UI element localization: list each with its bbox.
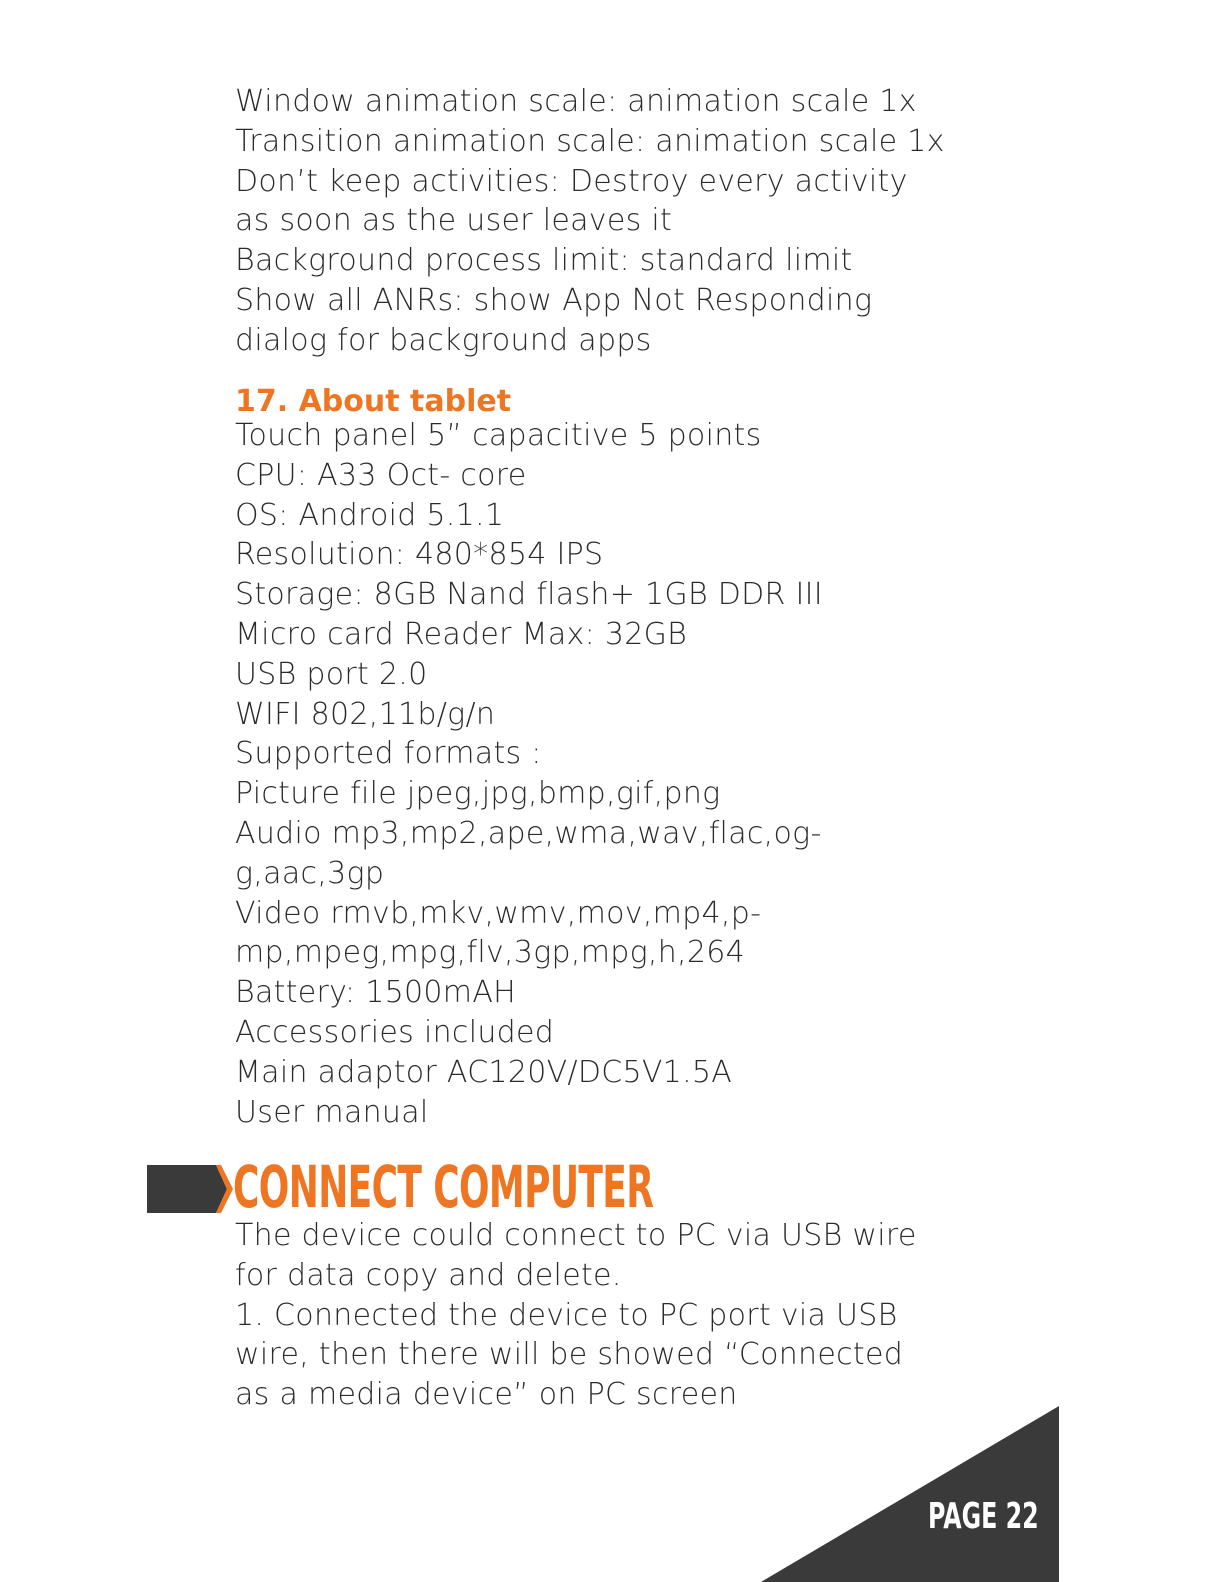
connect-computer-text <box>235 1216 995 1415</box>
text-line: as soon as the user leaves it <box>235 203 673 239</box>
about-tablet-specs <box>235 416 995 1132</box>
text-line: dialog for background apps <box>235 322 652 358</box>
text-line: Don’t keep activities: Destroy every activity <box>235 163 908 199</box>
spec-line: g,aac,3gp <box>235 855 385 891</box>
spec-line: mp,mpeg,mpg,flv,3gp,mpg,h,264 <box>235 935 746 971</box>
text-line: for data copy and delete. <box>235 1257 622 1293</box>
text-line: as a media device” on PC screen <box>235 1377 738 1413</box>
spec-line: Storage: 8GB Nand flash+ 1GB DDR III <box>235 577 823 613</box>
spec-line: Picture file jpeg,jpg,bmp,gif,png <box>235 776 721 812</box>
spec-line: WIFI 802,11b/g/n <box>235 696 496 732</box>
text-line: Show all ANRs: show App Not Responding <box>235 282 873 318</box>
about-tablet-heading: 17. About tablet <box>235 384 512 419</box>
developer-options-text <box>235 82 995 361</box>
spec-line: OS: Android 5.1.1 <box>235 497 505 533</box>
text-line: wire, then there will be showed “Connected <box>235 1337 904 1373</box>
spec-line: Battery: 1500mAH <box>235 975 517 1011</box>
spec-line: USB port 2.0 <box>235 656 428 692</box>
spec-line: CPU: A33 Oct- core <box>235 457 527 493</box>
text-line: 1. Connected the device to PC port via USB <box>235 1297 898 1333</box>
spec-line: Touch panel 5” capacitive 5 points <box>235 418 762 453</box>
page-number: PAGE 22 <box>928 1496 1039 1537</box>
spec-line: Resolution: 480*854 IPS <box>235 537 604 573</box>
spec-line: Accessories included <box>235 1014 555 1050</box>
spec-line: Video rmvb,mkv,wmv,mov,mp4,p- <box>235 895 762 931</box>
text-line: The device could connect to PC via USB wire <box>235 1218 917 1253</box>
spec-line: Main adaptor AC120V/DC5V1.5A <box>235 1054 733 1090</box>
connect-computer-title: CONNECT COMPUTER <box>233 1153 654 1221</box>
spec-line: Micro card Reader Max: 32GB <box>235 616 688 652</box>
spec-line: User manual <box>235 1094 429 1130</box>
text-line: Background process limit: standard limit <box>235 243 853 279</box>
section-arrow-icon <box>147 1165 233 1213</box>
text-line: Transition animation scale: animation scale 1x <box>235 123 945 159</box>
spec-line: Audio mp3,mp2,ape,wma,wav,flac,og- <box>235 815 822 851</box>
text-line: Window animation scale: animation scale 1x <box>235 84 917 119</box>
spec-line: Supported formats : <box>235 736 542 772</box>
